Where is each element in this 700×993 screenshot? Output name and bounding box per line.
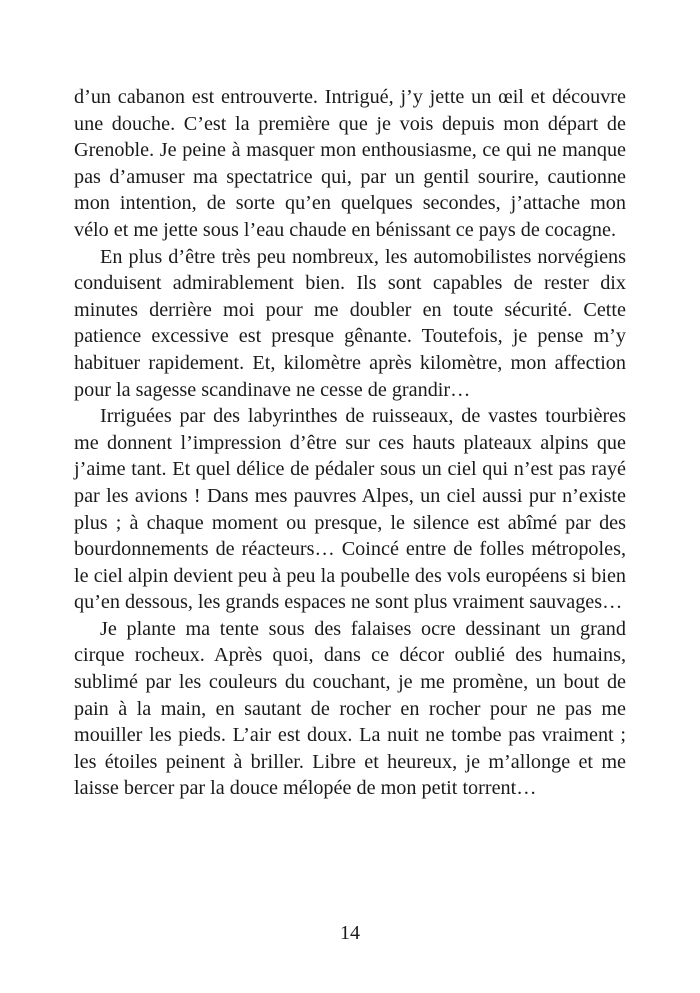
page-body — [74, 84, 626, 802]
paragraph-2: En plus d’être très peu nombreux, les automobilistes norvégiens conduisent admirablement bien. Ils sont capables de rester dix minutes derrière moi pour me doubler en toute sécurité. Cette patience excessive est presque gênante. Toutefois, je pense m’y habituer rapidement. Et, kilomètre après kilomètre, mon affection pour la sagesse scandinave ne cesse de grandir… — [74, 245, 626, 401]
page-number: 14 — [340, 922, 360, 944]
paragraph-1: d’un cabanon est entrouverte. Intrigué, j’y jette un œil et découvre une douche. C’est la première que je vois depuis mon départ de Grenoble. Je peine à masquer mon enthousiasme, ce qui ne manque pas d’amuser ma spectatrice qui, par un gentil sourire, cautionne mon intention, de sorte qu’en quelques secondes, j’attache mon vélo et me jette sous l’eau chaude en bénissant ce pays de cocagne. — [74, 86, 626, 241]
paragraph-4: Je plante ma tente sous des falaises ocre dessinant un grand cirque rocheux. Après quoi, dans ce décor oublié des humains, sublimé par les couleurs du couchant, je me promène, un bout de pain à la main, en sautant de rocher en rocher pour ne pas me mouiller les pieds. L’air est doux. La nuit ne tombe pas vraiment ; les étoiles peinent à briller. Libre et heureux, je m’allonge et me laisse bercer par la douce mélopée de mon petit torrent… — [74, 617, 626, 800]
paragraph-3: Irriguées par des labyrinthes de ruisseaux, de vastes tourbières me donnent l’impression d’être sur ces hauts plateaux alpins que j’aime tant. Et quel délice de pédaler sous un ciel qui n’est pas rayé par les avions ! Dans mes pauvres Alpes, un ciel aussi pur n’existe plus ; à chaque moment ou presque, le silence est abîmé par des bourdonnements de réacteurs… Coincé entre de folles métropoles, le ciel alpin devient peu à peu la poubelle des vols européens si bien qu’en dessous, les grands espaces ne sont plus vraiment sauvages… — [74, 405, 626, 614]
